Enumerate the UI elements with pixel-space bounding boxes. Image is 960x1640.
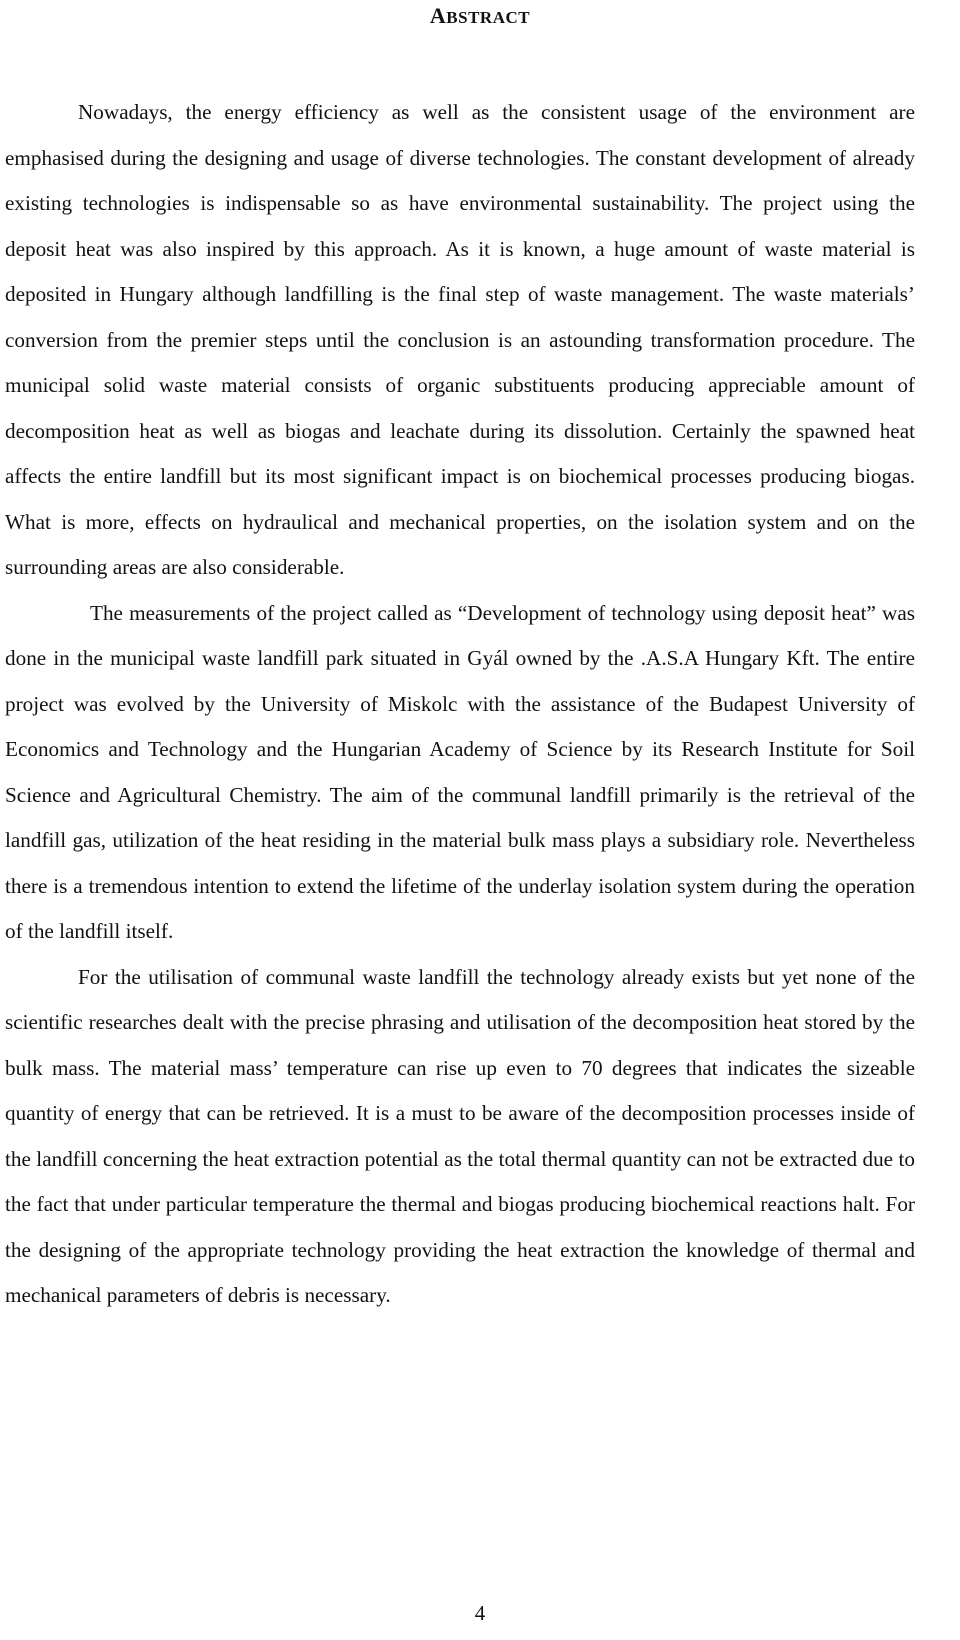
page-number: 4 (474, 1601, 486, 1625)
paragraph-1: Nowadays, the energy efficiency as well as the consistent usage of the environment are emphasised during the designing and usage of diverse technologies. The constant development of already existing technologies is indispensable so as have environmental sustainability. The project using the deposit heat was also inspired by this approach. As it is known, a huge amount of waste material is deposited in Hungary although landfilling is the final step of waste management. The waste materials’ conversion from the premier steps until the conclusion is an astounding transformation procedure. The municipal solid waste material consists of organic substituents producing appreciable amount of decomposition heat as well as biogas and leachate during its dissolution. Certainly the spawned heat affects the entire landfill but its most significant impact is on biochemical processes producing biogas. What is more, effects on hydraulical and mechanical properties, on the isolation system and on the surrounding areas are also considerable. (5, 100, 915, 579)
paragraph-3: For the utilisation of communal waste landfill the technology already exists but yet none of the scientific researches dealt with the precise phrasing and utilisation of the decomposition heat stored by the bulk mass. The material mass’ temperature can rise up even to 70 degrees that indicates the sizeable quantity of energy that can be retrieved. It is a must to be aware of the decomposition processes inside of the landfill concerning the heat extraction potential as the total thermal quantity can not be extracted due to the fact that under particular temperature the thermal and biogas producing biochemical reactions halt. For the designing of the appropriate technology providing the heat extraction the knowledge of thermal and mechanical parameters of debris is necessary. (5, 964, 915, 1307)
section-title (0, 2, 960, 32)
section-title-initial: A (429, 3, 447, 28)
abstract-body (5, 90, 915, 1319)
paragraph-2: The measurements of the project called as “Development of technology using deposit heat” was done in the municipal waste landfill park situated in Gyál owned by the .A.S.A Hungary Kft. The entire project was evolved by the University of Miskolc with the assistance of the Budapest University of Economics and Technology and the Hungarian Academy of Science by its Research Institute for Soil Science and Agricultural Chemistry. The aim of the communal landfill primarily is the retrieval of the landfill gas, utilization of the heat residing in the material bulk mass plays a subsidiary role. Nevertheless there is a tremendous intention to extend the lifetime of the underlay isolation system during the operation of the landfill itself. (5, 600, 915, 943)
section-title-rest: BSTRACT (446, 8, 531, 27)
